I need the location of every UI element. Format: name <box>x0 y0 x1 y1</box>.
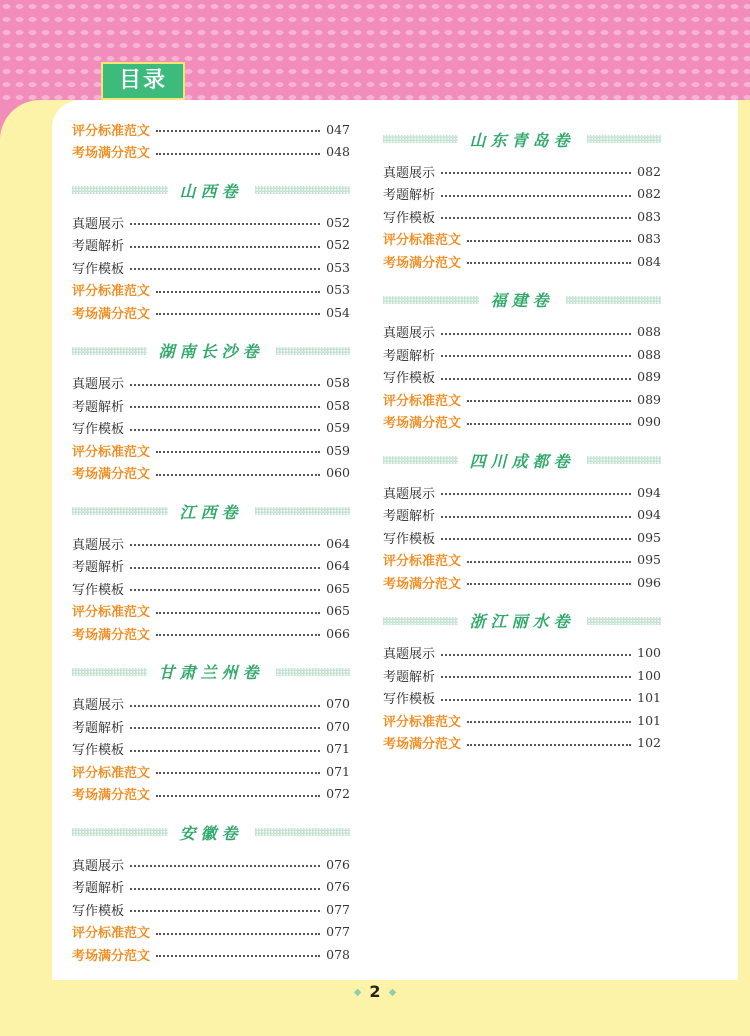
toc-entry[interactable] <box>72 693 350 716</box>
section-decoration <box>276 668 351 676</box>
dot-leader <box>441 195 631 197</box>
toc-section <box>72 659 350 806</box>
section-decoration <box>383 617 458 625</box>
toc-entry-page: 071 <box>326 741 350 757</box>
dot-leader <box>130 406 320 408</box>
dot-leader <box>156 130 320 132</box>
toc-entry[interactable] <box>383 388 661 411</box>
corner-decoration <box>0 100 52 140</box>
section-decoration <box>255 186 351 194</box>
section-decoration <box>72 186 168 194</box>
dot-leader <box>467 423 631 425</box>
toc-entry-page: 100 <box>637 645 661 661</box>
toc-entry[interactable] <box>72 600 350 623</box>
toc-entry-label: 考场满分范文 <box>72 467 151 483</box>
toc-entry[interactable] <box>383 228 661 251</box>
section-decoration <box>72 668 147 676</box>
dot-leader <box>130 727 320 729</box>
section-header <box>72 338 350 364</box>
toc-entry[interactable] <box>383 411 661 434</box>
dot-leader <box>441 378 631 380</box>
toc-entry-label: 考题解析 <box>383 669 436 685</box>
toc-entry-label: 评分标准范文 <box>72 123 151 139</box>
dot-leader <box>441 493 631 495</box>
toc-entry-page: 048 <box>326 144 350 160</box>
toc-right-column <box>383 126 661 754</box>
toc-entry[interactable] <box>72 439 350 462</box>
dot-leader <box>156 474 320 476</box>
section-decoration <box>383 456 458 464</box>
toc-entry[interactable] <box>72 279 350 302</box>
dot-leader <box>467 561 631 563</box>
toc-entry[interactable] <box>383 732 661 755</box>
section-decoration <box>255 507 351 515</box>
dot-leader <box>441 217 631 219</box>
toc-entry-label: 考题解析 <box>383 509 436 525</box>
toc-entry-label: 写作模板 <box>72 422 125 438</box>
toc-entry-label: 写作模板 <box>383 692 436 708</box>
toc-entry-label: 考场满分范文 <box>72 146 151 162</box>
section-decoration <box>383 135 458 143</box>
toc-entry-label: 评分标准范文 <box>72 444 151 460</box>
toc-entry[interactable] <box>72 921 350 944</box>
page-title: 目录 <box>101 62 185 100</box>
toc-entry-label: 评分标准范文 <box>72 284 151 300</box>
toc-entry-page: 064 <box>326 558 350 574</box>
section-decoration <box>72 507 168 515</box>
toc-entry-label: 评分标准范文 <box>383 554 462 570</box>
dot-leader <box>130 384 320 386</box>
toc-entry-label: 考场满分范文 <box>72 627 151 643</box>
toc-entry[interactable] <box>72 622 350 645</box>
toc-entry-page: 078 <box>326 946 350 962</box>
diamond-right-icon: ◆ <box>388 987 397 998</box>
page-number: 2 <box>369 982 381 1001</box>
section-title[interactable]: 湖南长沙卷 <box>158 342 264 361</box>
toc-entry-page: 082 <box>637 163 661 179</box>
toc-entry[interactable] <box>383 160 661 183</box>
toc-entry-page: 088 <box>637 324 661 340</box>
toc-entry[interactable] <box>383 250 661 273</box>
toc-entry-label: 考场满分范文 <box>72 306 151 322</box>
dot-leader <box>130 544 320 546</box>
toc-entry-label: 评分标准范文 <box>72 926 151 942</box>
toc-section <box>383 126 661 273</box>
toc-entry-page: 071 <box>326 763 350 779</box>
dot-leader <box>156 955 320 957</box>
section-decoration <box>276 347 351 355</box>
dot-leader <box>441 699 631 701</box>
section-header <box>72 659 350 685</box>
toc-entry[interactable] <box>72 141 350 164</box>
dot-leader <box>156 291 320 293</box>
section-decoration <box>72 347 147 355</box>
toc-entry-label: 考题解析 <box>383 188 436 204</box>
toc-entry-label: 考题解析 <box>72 239 125 255</box>
toc-entry-page: 101 <box>637 690 661 706</box>
toc-entry[interactable] <box>383 481 661 504</box>
toc-entry[interactable] <box>72 577 350 600</box>
toc-section <box>72 177 350 324</box>
toc-entry-label: 写作模板 <box>383 210 436 226</box>
toc-entry-label: 评分标准范文 <box>72 765 151 781</box>
dot-leader <box>130 865 320 867</box>
toc-entry-page: 053 <box>326 282 350 298</box>
dot-leader <box>467 262 631 264</box>
toc-entry-page: 065 <box>326 603 350 619</box>
toc-entry[interactable] <box>72 417 350 440</box>
toc-entry-page: 095 <box>637 552 661 568</box>
section-title[interactable]: 安徽卷 <box>179 823 243 843</box>
dot-leader <box>441 538 631 540</box>
toc-section <box>383 608 661 755</box>
toc-entry-label: 真题展示 <box>72 537 125 553</box>
toc-entry-label: 真题展示 <box>72 377 125 393</box>
dot-leader <box>156 933 320 935</box>
dot-leader <box>156 772 320 774</box>
toc-entry-label: 考场满分范文 <box>72 788 151 804</box>
toc-entry[interactable] <box>383 642 661 665</box>
dot-leader <box>130 910 320 912</box>
toc-entry-label: 真题展示 <box>72 858 125 874</box>
toc-entry[interactable] <box>383 709 661 732</box>
toc-entry-label: 考场满分范文 <box>72 948 151 964</box>
dot-leader <box>441 676 631 678</box>
toc-entry-page: 053 <box>326 259 350 275</box>
toc-entry-label: 考场满分范文 <box>383 416 462 432</box>
toc-entry[interactable] <box>72 372 350 395</box>
dot-leader <box>467 721 631 723</box>
dot-leader <box>130 246 320 248</box>
section-header <box>383 287 661 313</box>
toc-entry-page: 065 <box>326 580 350 596</box>
section-decoration <box>383 296 479 304</box>
dot-leader <box>156 795 320 797</box>
toc-entry-label: 真题展示 <box>383 165 436 181</box>
section-header <box>383 447 661 473</box>
dot-leader <box>130 429 320 431</box>
toc-entry-page: 095 <box>637 529 661 545</box>
toc-entry-page: 059 <box>326 420 350 436</box>
dot-leader <box>130 567 320 569</box>
toc-entry[interactable] <box>383 571 661 594</box>
dot-leader <box>441 355 631 357</box>
section-decoration <box>255 828 351 836</box>
toc-entry[interactable] <box>383 343 661 366</box>
toc-entry-page: 072 <box>326 786 350 802</box>
dot-leader <box>467 583 631 585</box>
dot-leader <box>467 400 631 402</box>
dot-leader <box>156 313 320 315</box>
section-title[interactable]: 四川成都卷 <box>469 451 575 471</box>
toc-section <box>72 498 350 645</box>
dot-leader <box>130 888 320 890</box>
toc-entry-label: 评分标准范文 <box>383 233 462 249</box>
toc-entry[interactable] <box>383 526 661 549</box>
toc-entry[interactable] <box>72 394 350 417</box>
section-header <box>72 498 350 524</box>
diamond-left-icon: ◆ <box>353 987 362 998</box>
dot-leader <box>441 172 631 174</box>
toc-entry-page: 066 <box>326 625 350 641</box>
toc-entry-page: 076 <box>326 879 350 895</box>
toc-entry[interactable] <box>72 760 350 783</box>
toc-entry-label: 考场满分范文 <box>383 737 462 753</box>
toc-section <box>72 338 350 485</box>
dot-leader <box>130 268 320 270</box>
toc-entry-label: 真题展示 <box>72 698 125 714</box>
toc-entry[interactable] <box>72 898 350 921</box>
toc-entry-page: 100 <box>637 667 661 683</box>
dot-leader <box>130 223 320 225</box>
toc-entry-label: 考场满分范文 <box>383 255 462 271</box>
dot-leader <box>156 153 320 155</box>
toc-entry[interactable] <box>383 504 661 527</box>
toc-entry-label: 考题解析 <box>72 560 125 576</box>
toc-entry[interactable] <box>72 211 350 234</box>
toc-entry-label: 评分标准范文 <box>72 605 151 621</box>
dot-leader <box>467 240 631 242</box>
dot-leader <box>156 634 320 636</box>
toc-entry-page: 084 <box>637 253 661 269</box>
toc-entry-label: 真题展示 <box>72 216 125 232</box>
toc-entry-page: 089 <box>637 369 661 385</box>
toc-entry-label: 评分标准范文 <box>383 393 462 409</box>
toc-entry[interactable] <box>383 664 661 687</box>
section-header <box>383 608 661 634</box>
toc-section <box>72 819 350 966</box>
toc-entry-page: 054 <box>326 304 350 320</box>
toc-entry[interactable] <box>383 205 661 228</box>
toc-entry-page: 089 <box>637 391 661 407</box>
section-decoration <box>587 617 662 625</box>
toc-entry-page: 070 <box>326 718 350 734</box>
toc-entry-page: 064 <box>326 535 350 551</box>
toc-entry-page: 094 <box>637 507 661 523</box>
dot-leader <box>130 705 320 707</box>
section-title[interactable]: 山东青岛卷 <box>469 130 575 150</box>
toc-entry-label: 考题解析 <box>72 720 125 736</box>
toc-entry-page: 060 <box>326 465 350 481</box>
toc-entry-label: 评分标准范文 <box>383 714 462 730</box>
toc-entry-label: 写作模板 <box>72 903 125 919</box>
toc-entry[interactable] <box>383 366 661 389</box>
toc-section <box>383 447 661 594</box>
dot-leader <box>130 589 320 591</box>
toc-entry-label: 真题展示 <box>383 486 436 502</box>
toc-entry-label: 考场满分范文 <box>383 576 462 592</box>
toc-entry-page: 058 <box>326 397 350 413</box>
toc-entry[interactable] <box>72 783 350 806</box>
toc-entry-page: 076 <box>326 856 350 872</box>
toc-entry-page: 052 <box>326 237 350 253</box>
toc-entry[interactable] <box>72 462 350 485</box>
page-footer <box>0 982 750 1001</box>
toc-entry[interactable] <box>72 555 350 578</box>
dot-leader <box>467 744 631 746</box>
toc-entry-page: 077 <box>326 924 350 940</box>
toc-entry-page: 058 <box>326 375 350 391</box>
toc-entry-label: 真题展示 <box>383 326 436 342</box>
toc-entry-page: 083 <box>637 231 661 247</box>
toc-entry[interactable] <box>383 549 661 572</box>
dot-leader <box>130 750 320 752</box>
toc-entry-label: 写作模板 <box>383 371 436 387</box>
toc-entry-page: 101 <box>637 712 661 728</box>
toc-entry[interactable] <box>72 715 350 738</box>
toc-entry[interactable] <box>72 876 350 899</box>
toc-entry[interactable] <box>72 738 350 761</box>
toc-entry-page: 070 <box>326 696 350 712</box>
section-title[interactable]: 山西卷 <box>179 181 243 201</box>
toc-entry-label: 考题解析 <box>72 399 125 415</box>
section-decoration <box>566 296 662 304</box>
toc-entry[interactable] <box>72 532 350 555</box>
dot-leader <box>441 654 631 656</box>
section-decoration <box>587 456 662 464</box>
toc-entry-label: 考题解析 <box>383 348 436 364</box>
toc-entry-page: 102 <box>637 735 661 751</box>
dot-leader <box>156 451 320 453</box>
toc-entry-page: 082 <box>637 186 661 202</box>
toc-entry[interactable] <box>72 853 350 876</box>
section-decoration <box>587 135 662 143</box>
toc-entry[interactable] <box>72 256 350 279</box>
toc-entry[interactable] <box>72 234 350 257</box>
toc-entry[interactable] <box>72 943 350 966</box>
toc-section <box>383 287 661 434</box>
toc-entry-page: 094 <box>637 484 661 500</box>
toc-entry-page: 096 <box>637 574 661 590</box>
toc-entry[interactable] <box>383 321 661 344</box>
toc-entry-page: 090 <box>637 414 661 430</box>
section-header <box>72 819 350 845</box>
toc-entry[interactable] <box>72 118 350 141</box>
toc-entry-page: 083 <box>637 208 661 224</box>
toc-entry-page: 052 <box>326 214 350 230</box>
toc-entry[interactable] <box>72 301 350 324</box>
dot-leader <box>441 516 631 518</box>
toc-entry-page: 088 <box>637 346 661 362</box>
section-title[interactable]: 浙江丽水卷 <box>469 612 575 631</box>
dot-leader <box>441 333 631 335</box>
toc-entry-label: 写作模板 <box>383 531 436 547</box>
toc-entry-label: 考题解析 <box>72 881 125 897</box>
toc-entry-label: 写作模板 <box>72 743 125 759</box>
toc-entry-page: 059 <box>326 442 350 458</box>
toc-entry-label: 真题展示 <box>383 647 436 663</box>
dot-leader <box>156 612 320 614</box>
toc-entry-page: 077 <box>326 901 350 917</box>
section-header <box>72 177 350 203</box>
toc-entry[interactable] <box>383 183 661 206</box>
toc-left-column <box>72 118 350 966</box>
section-decoration <box>72 828 168 836</box>
section-title[interactable]: 江西卷 <box>179 502 243 522</box>
section-header <box>383 126 661 152</box>
toc-entry[interactable] <box>383 687 661 710</box>
toc-entry-label: 写作模板 <box>72 582 125 598</box>
toc-entry-page: 047 <box>326 121 350 137</box>
toc-entry-label: 写作模板 <box>72 261 125 277</box>
section-title[interactable]: 福建卷 <box>490 291 554 310</box>
section-title[interactable]: 甘肃兰州卷 <box>158 663 264 682</box>
